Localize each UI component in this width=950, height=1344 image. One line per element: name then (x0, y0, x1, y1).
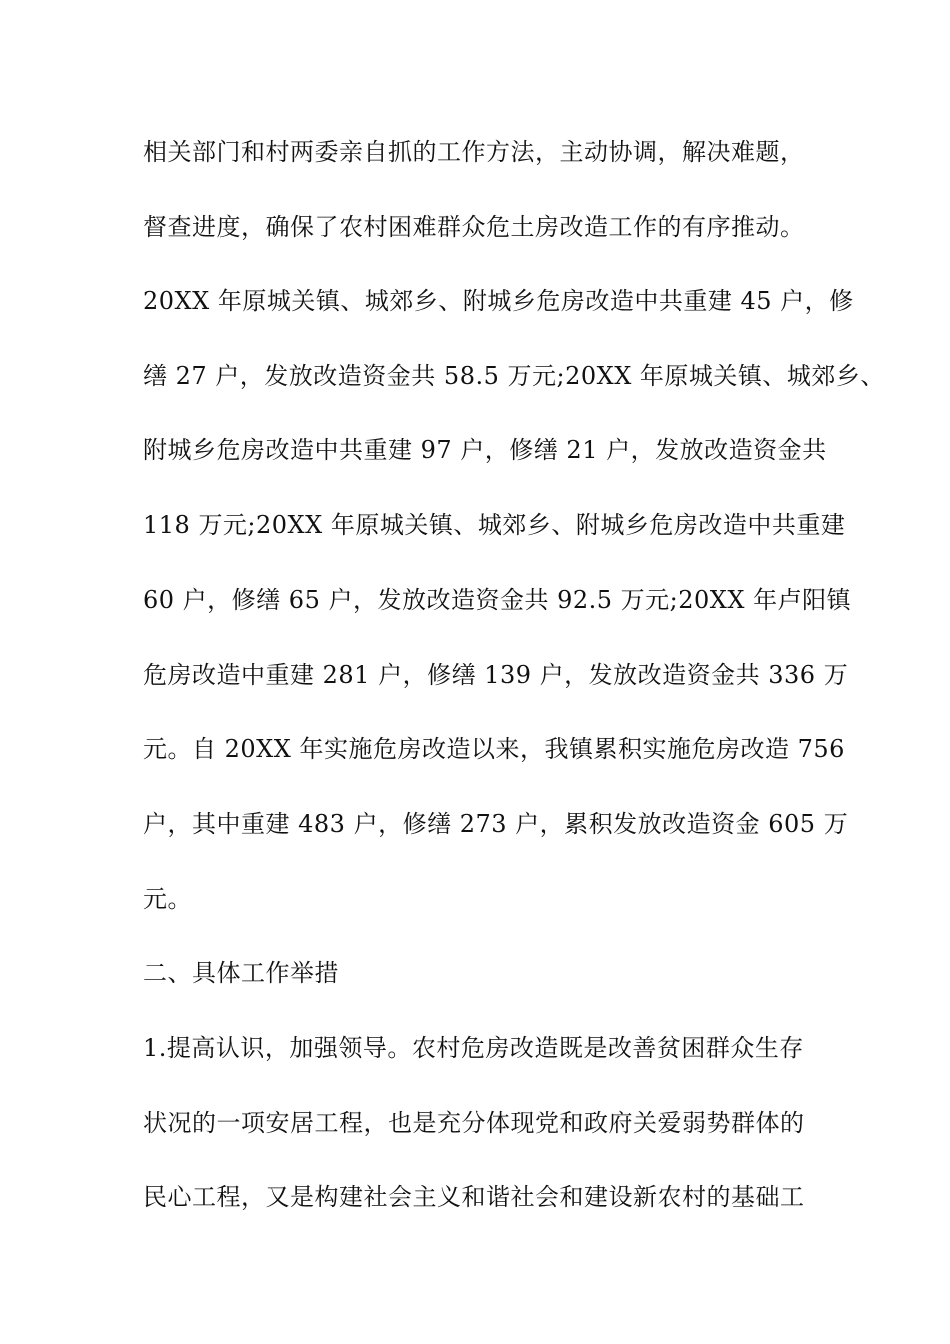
paragraph-line: 相关部门和村两委亲自抓的工作方法，主动协调，解决难题， (143, 138, 805, 166)
paragraph-line: 督查进度，确保了农村困难群众危土房改造工作的有序推动。 (143, 213, 805, 241)
paragraph-line: 民心工程，又是构建社会主义和谐社会和建设新农村的基础工 (143, 1183, 805, 1211)
paragraph-line: 60 户，修缮 65 户，发放改造资金共 92.5 万元;20XX 年卢阳镇 (143, 586, 852, 614)
paragraph-line: 20XX 年原城关镇、城郊乡、附城乡危房改造中共重建 45 户，修 (143, 287, 854, 315)
paragraph-line: 元。 (143, 885, 192, 913)
paragraph-line: 缮 27 户，发放改造资金共 58.5 万元;20XX 年原城关镇、城郊乡、 (143, 362, 885, 390)
paragraph-line: 元。自 20XX 年实施危房改造以来，我镇累积实施危房改造 756 (143, 735, 845, 763)
paragraph-line: 户，其中重建 483 户，修缮 273 户，累积发放改造资金 605 万 (143, 810, 849, 838)
paragraph-line: 状况的一项安居工程，也是充分体现党和政府关爱弱势群体的 (143, 1109, 805, 1137)
paragraph-line: 附城乡危房改造中共重建 97 户，修缮 21 户，发放改造资金共 (143, 436, 827, 464)
paragraph-line: 危房改造中重建 281 户，修缮 139 户，发放改造资金共 336 万 (143, 661, 849, 689)
paragraph-line: 1.提高认识，加强领导。农村危房改造既是改善贫困群众生存 (143, 1034, 804, 1062)
section-heading: 二、具体工作举措 (143, 959, 339, 987)
paragraph-line: 118 万元;20XX 年原城关镇、城郊乡、附城乡危房改造中共重建 (143, 511, 846, 539)
